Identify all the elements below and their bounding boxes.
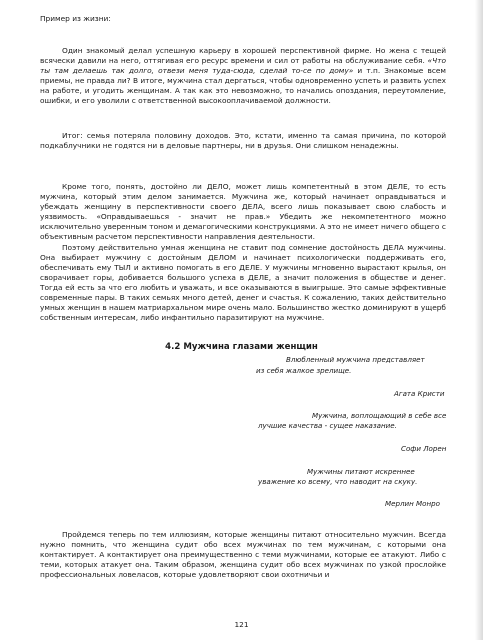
epigraph-3-line-1: Мужчины питают искреннее xyxy=(307,467,415,476)
epigraph-3-author: Мерлин Монро xyxy=(385,499,440,508)
epigraph-2-line-1: Мужчина, воплощающий в себе все xyxy=(312,411,447,420)
page-number: 121 xyxy=(234,620,249,629)
epigraph-2-author: Софи Лорен xyxy=(401,444,447,453)
section-heading: 4.2 Мужчина глазами женщин xyxy=(165,342,318,352)
epigraph-2-line-2: лучшие качества - сущее наказание. xyxy=(258,421,397,430)
page-edge-shadow xyxy=(475,0,483,640)
paragraph-1-quote: «Что ты там делаешь так долго, отвези меня туда-сюда, сделай то-се по дому» xyxy=(40,56,446,76)
epigraph-3-line-2: уважение ко всему, что наводит на скуку. xyxy=(258,477,418,486)
paragraph-2: Итог: семья потеряла половину доходов. Это, кстати, именно та самая причина, по которой подкаблучники не годятся ни в деловые партнеры, ни в друзья. Они слишком ненадежны. xyxy=(40,131,446,151)
paragraph-4: Поэтому действительно умная женщина не ставит под сомнение достойность ДЕЛА мужчины. Она выбирает мужчину с достойным ДЕЛОМ и начинает психологически поддерживать его, обеспечивать ему ТЫЛ и активно помогать в его ДЕЛЕ. У мужчины мгновенно вырастают крылья, он сворачивает горы, добивается большого успеха в ДЕЛЕ, а значит положения в обществе и денег. Тогда ей есть за что его любить и уважать, и все оказываются в выигрыше. Это самые эффективные современные пары. В таких семьях много детей, денег и счастья. К сожалению, таких действительно умных женщин в нашем матриархальном мире очень мало. Большинство жестко доминируют в ущерб собственным интересам, либо инфантильно паразитируют на мужчине. xyxy=(40,243,446,323)
epigraph-1-author: Агата Кристи xyxy=(394,389,445,398)
epigraph-1-line-2: из себя жалкое зрелище. xyxy=(256,366,352,375)
paragraph-3: Кроме того, понять, достойно ли ДЕЛО, может лишь компетентный в этом ДЕЛЕ, то есть мужчина, который этим делом занимается. Мужчина же, который начинает оправдываться и убеждать женщину в перспективности своего ДЕЛА, всего лишь показывает свою слабость и уязвимость. «Оправдываешься - значит не прав.» Убедить же некомпетентного можно исключительно уверенным тоном и демагогическими конструкциями. А это не имеет ничего общего с объективным расчетом перспективности направления деятельности. xyxy=(40,182,446,242)
paragraph-1 xyxy=(40,46,446,106)
paragraph-1-text-a: Один знакомый делал успешную карьеру в хорошей перспективной фирме. Но жена с тещей всячески давили на него, оттягивая его ресурс времени и сил от работы на обслуживание себя. xyxy=(40,46,446,66)
intro-line: Пример из жизни: xyxy=(40,14,111,23)
paragraph-5: Пройдемся теперь по тем иллюзиям, которые женщины питают относительно мужчин. Всегда нужно помнить, что женщина судит обо всех мужчинах по тем мужчинам, с которыми она контактирует. А контактирует она преимущественно с теми мужчинами, которые ее атакуют. Либо с теми, которых атакует она. Таким образом, женщина судит обо всех мужчинах по узкой прослойке профессиональных ловеласов, которые удовлетворяют свои охотничьи и xyxy=(40,530,446,580)
paragraph-1-text-b: и т.п. Знакомые всем приемы, не правда ли? В итоге, мужчина стал дергаться, чтобы одновременно успеть и развить успех на работе, и угодить женщинам. А так как это невозможно, то начались опоздания, переутомление, ошибки, и его уволили с ответственной высокооплачиваемой должности. xyxy=(40,66,446,106)
epigraph-1-line-1: Влюбленный мужчина представляет xyxy=(286,355,425,364)
